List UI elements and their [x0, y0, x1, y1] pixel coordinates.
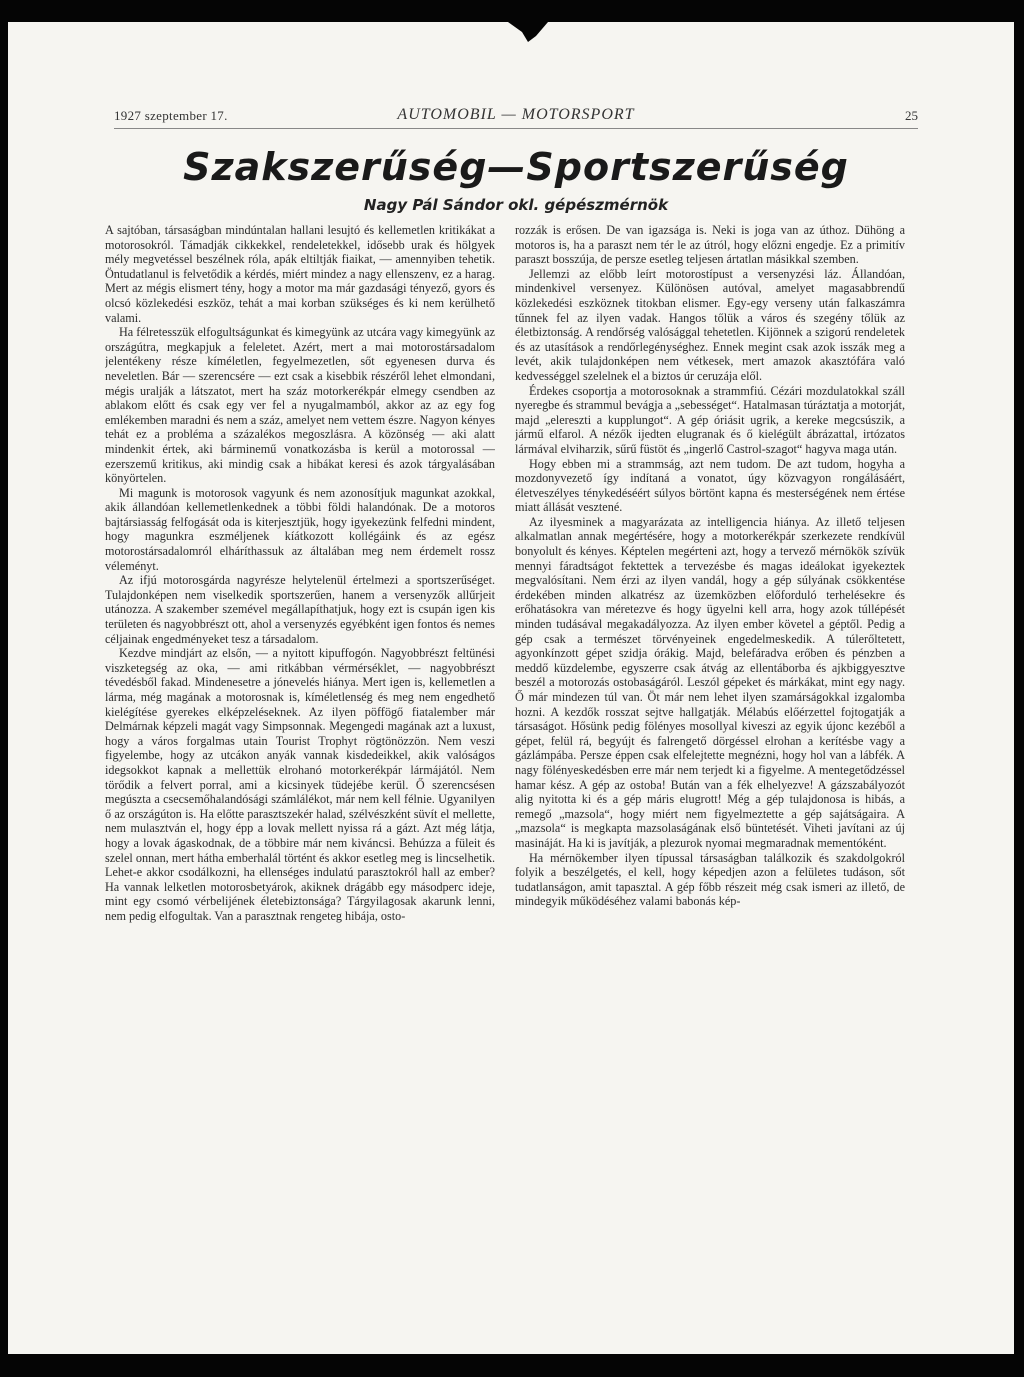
paragraph: rozzák is erősen. De van igazsága is. Neki is joga van az úthoz. Dühöng a motoros is, ha a paraszt nem tér le az útról, hogy előzni engedje. Ez a primitív paraszt bosszúja, de persze esetleg teljesen ártatlan másikkal szemben. — [515, 223, 905, 267]
paragraph: Kezdve mindjárt az elsőn, — a nyitott kipuffogón. Nagyobbrészt feltünési viszketegség az oka, — ami ritkábban vérmérséklet, — nagyobbrészt tévedésből fakad. Mindenesetre a jónevelés hiánya. Mert igen is, kellemetlen a lárma, még magának a motorosnak is, kíméletlenség és meg nem engedhető kielégítése gyerekes elképzeléseknek. Az ilyen pöffögő fiatalember már Delmárnak képzeli magát vagy Simpsonnak. Megengedi magának azt a luxust, hogy a város forgalmas utain Tourist Trophyt rögtönözzön. Nem veszi figyelembe, hogy az utcákon anyák vannak kisdedeikkel, akik valóságos idegsokkot kapnak a mellettük elrohanó motorkerékpár lármájától. Nem törődik a felvert porral, ami a kicsinyek tüdejébe kerül. Ő szerencsésen megúszta a csecsemőhalandósági számlálékot, már nem kell félnie. Ugyanilyen ő az országúton is. Ha előtte parasztszekér halad, szélvészként süvít el mellette, nem mulasztván el, hogy épp a lovak mellett nyissa rá a gázt. Azt még látja, hogy a lovak ágaskodnak, de a többire már nem kiváncsi. Behúzza a füleit és szelel onnan, mert hátha emberhalál történt és akkor esetleg meg is lincselhetik. Lehet-e akkor csodálkozni, ha ellenséges indulatú parasztokról hall az ember? Ha vannak lelketlen motorosbetyárok, akiknek drágább egy másodperc ideje, mint egy csomó vérbelijének életebiztonsága? Tárgyilagosak akarunk lenni, nem pedig elfogultak. Van a parasztnak rengeteg hibája, osto- — [105, 646, 495, 923]
article-byline: Nagy Pál Sándor okl. gépészmérnök — [363, 196, 669, 214]
paragraph: Hogy ebben mi a strammság, azt nem tudom. De azt tudom, hogyha a mozdonyvezető így indítaná a vonatot, úgy közvagyon rongálásáért, életveszélyes ténykedéséért súlyos börtönt kapna és mesterségének nem értése miatt állását vesztené. — [515, 456, 905, 515]
paragraph: Jellemzi az előbb leírt motorostípust a versenyzési láz. Állandóan, mindenkivel versenyez. Különösen autóval, amelyet magasabbrendű közlekedési eszköznek titokban elismer. Egy-egy verseny után falkaszámra tűnnek fel az ilyen vadak. Hangos tőlük a város és szegény tőlük az életbiztonság. A rendőrség valósággal tehetetlen. Kijönnek a szigorú rendeletek és az utasítások a rendőrlegénységhez. Ennek megint csak azok isszák meg a levét, akik tulajdonképen nem vétkesek, mert amazok akasztófára való kedvességgel szelelnek el a biztos úr ceruzája elől. — [515, 266, 905, 383]
article-column-right — [515, 223, 905, 1298]
article-column-left — [105, 223, 495, 1298]
paragraph: Ha félretesszük elfogultságunkat és kimegyünk az utcára vagy kimegyünk az országútra, megkapjuk a feleletet. Azért, mert a mai motorostársadalom jelentékeny része kíméletlen, fegyelmezetlen, sőt egyenesen durva és neveletlen. Bár — szerencsére — ezt csak a kisebbik részéről lehet elmondani, mégis uralják a látszatot, mert ha száz motorkerékpár elmegy csendben az ablakom előtt és csak egy ver fel a nyugalmamból, akkor az az egy fog emlékemben maradni és nem a száz, amelyet nem vettem észre. Nagyon kényes tehát ez a probléma a százalékos megoszlásra. A közönség — aki alatt mindenkit értek, aki bárminemű vonatkozásba is kerül a motorossal — ezerszemű kritikus, aki mindig csak a hibákat keresi és azok tárgyalásában könyörtelen. — [105, 325, 495, 486]
header-rule — [114, 128, 918, 129]
paragraph: Az ilyesminek a magyarázata az intelligencia hiánya. Az illető teljesen alkalmatlan annak megértésére, hogy a motorkerékpár szerkezete rendkívül bonyolult és kényes. Képtelen megérteni azt, hogy a tervező mérnökök szívük mennyi fáradtságot fektettek a tervezésbe és magas ideálokat igyekeztek megvalósítani. Nem érzi az ilyen vandál, hogy a gép súlyának csökkentése érdekében minden alkatrész az üzemközben előforduló terhelésekre és erőhatásokra van méretezve és hogy ügyelni kell arra, hogy azok túllépését minden tudásával megakadályozza. Az ilyen ember követel a géptől. Pedig a gép csak a természet törvényeinek engedelmeskedik. A túlerőltetett, agyonkínzott gépet szidja órákig. Majd, belefáradva erőben és pénzben a meddő küzdelembe, egyszerre csak átvág az ellentáborba és ajkbiggyesztve beszél a motorozás ostobaságáról. Leszól gépeket és márkákat, mint egy nagy. Ő már mindezen túl van. Öt már nem lehet ilyen szamárságokkal izgalomba hozni. A kezdők rosszat sejtve hallgatják. Mélabús előérzettel fojtogatják a társaságot. Hősünk pedig fölényes mosollyal kiveszi az egyik újonc kezéből a gépet, felül rá, begyújt és falrengető dörgéssel elrohan a kerítésbe vagy a gázlámpába. Persze éppen csak elfelejtette megnézni, hogy hol van a lábfék. A nagy fölényeskedésben erre már nem terjedt ki a figyelme. A mentegetődzéssel hamar kész. A gép az ostoba! Bután van a fék elhelyezve! A gázszabályozót alig nyitotta ki és a gép máris elugrott! Még a gép tulajdonosa is hibás, a remegő „mazsola“, hogy miért nem figyelmeztette a gép sajátságaira. A „mazsola“ is megkapta mazsolaságának első büntetését. Viheti javítani az új masináját. Ha ki is javítják, a plezurok nyomai megmaradnak mementóként. — [515, 514, 905, 850]
magazine-title: AUTOMOBIL — MOTORSPORT — [397, 106, 635, 123]
paragraph: Mi magunk is motorosok vagyunk és nem azonosítjuk magunkat azokkal, akik állandóan kellemetlenkednek a többi földi halandónak. De a motoros bajtársiasság felfogását oda is kiterjesztjük, hogy igyekezünk felfedni mindent, hogy magunkra eszméljenek kíátkozott kollégáink és az egész motorostársadalomról elháríthassuk az általában meg nem érdemelt rossz véleményt. — [105, 485, 495, 573]
running-header — [114, 106, 918, 136]
torn-edge-mark — [508, 22, 548, 44]
magazine-page — [8, 22, 1014, 1354]
paragraph: Érdekes csoportja a motorosoknak a strammfiú. Cézári mozdulatokkal száll nyeregbe és strammul bevágja a „sebességet“. Hatalmasan túráztatja a motorját, majd „elereszti a kupplungot“. A gép óriásit ugrik, a kereke megcsúszik, a jármű elfarol. A nézők ijedten elugranak és ő kielégült ábrázattal, irtózatos lármával elviharzik, sűrű füstöt és „ingerlő Castrol-szagot“ hagyva maga után. — [515, 383, 905, 456]
paragraph: A sajtóban, társaságban mindúntalan hallani lesujtó és kellemetlen kritikákat a motorosokról. Támadják cikkekkel, rendeletekkel, idősebb urak és hölgyek mély megvetéssel beszélnek róla, apák eltiltják fiaikat, — amennyiben tehetik. Öntudatlanul is felvetődik a kérdés, miért mindez a nagy ellenszenv, ez a harag. Mert az mégis elismert tény, hogy a motor ma már gazdasági tényező, gyors és olcsó közlekedési eszköz, tehát a mai korban szükséges és ki nem kerülhető valami. — [105, 223, 495, 325]
article-title: Szakszerűség—Sportszerűség — [183, 145, 849, 189]
paragraph: Ha mérnökember ilyen típussal társaságban találkozik és szakdolgokról folyik a beszélgetés, el kell, hogy képedjen azon a felületes tudáson, sőt tudatlanságon, amit tapasztal. A gép főbb részeit még csak ismeri az illető, de mindegyik működéséhez valami babonás kép- — [515, 850, 905, 909]
page-number: 25 — [905, 108, 918, 123]
issue-date: 1927 szeptember 17. — [114, 108, 228, 123]
paragraph: Az ifjú motorosgárda nagyrésze helytelenül értelmezi a sportszerűséget. Tulajdonképen nem viselkedik sportszerűen, hanem a versenyzők allűrjeit utánozza. A szakember szemével megállapíthatjuk, hogy ezt is csupán igen kis területen és nagyobbrészt ott, ahol a versenyzés egyébként igen fontos és nemes céljainak engedményeket tesz a társadalom. — [105, 573, 495, 646]
